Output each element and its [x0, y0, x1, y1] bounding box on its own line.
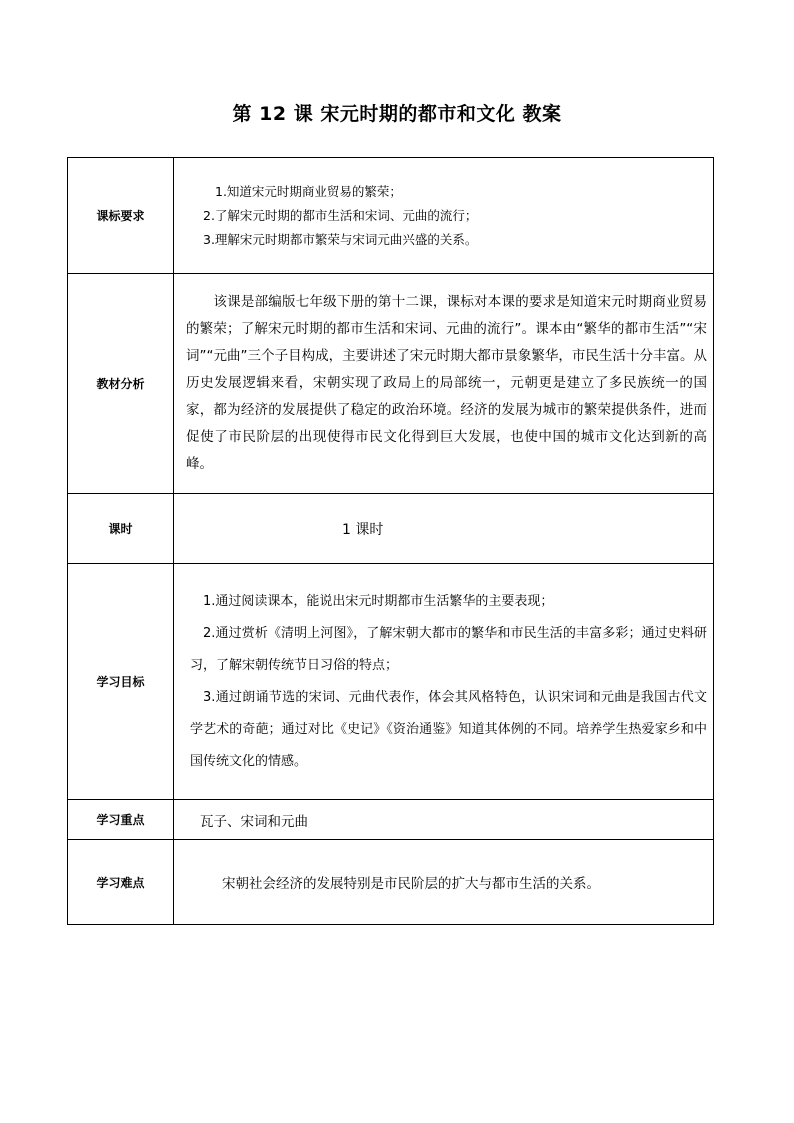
objectives-list: [174, 586, 713, 778]
difficulties-value: 宋朝社会经济的发展特别是市民阶层的扩大与都市生活的关系。: [222, 876, 600, 892]
table-row: [68, 158, 714, 274]
table-row: [68, 840, 714, 925]
list-item: 2.了解宋元时期的都市生活和宋词、元曲的流行；: [203, 207, 478, 223]
row-label-requirements: 课标要求: [68, 158, 174, 274]
list-item: 1.通过阅读课本，能说出宋元时期都市生活繁华的主要表现；: [203, 593, 554, 609]
row-label-key-points: 学习重点: [68, 800, 174, 840]
lesson-plan-table: [67, 157, 714, 925]
row-value-analysis: [174, 274, 714, 494]
table-row: [68, 800, 714, 840]
row-label-analysis: 教材分析: [68, 274, 174, 494]
key-points-value: 瓦子、宋词和元曲: [200, 813, 308, 830]
row-value-requirements: [174, 158, 714, 274]
list-item: 1.知道宋元时期商业贸易的繁荣；: [215, 183, 402, 199]
table-row: [68, 274, 714, 494]
row-value-hours: [174, 494, 714, 564]
list-item: 3.理解宋元时期都市繁荣与宋词元曲兴盛的关系。: [203, 231, 478, 247]
row-value-difficulties: [174, 840, 714, 925]
requirements-list: [174, 180, 713, 252]
row-value-objectives: [174, 564, 714, 800]
row-label-hours: 课时: [68, 494, 174, 564]
row-label-objectives: 学习目标: [68, 564, 174, 800]
table-row: [68, 494, 714, 564]
page-title: 第 12 课 宋元时期的都市和文化 教案: [232, 103, 562, 125]
list-item: 2.通过赏析《清明上河图》，了解宋朝大都市的繁华和市民生活的丰富多彩；通过史料研习，了解宋朝传统节日习俗的特点；: [190, 625, 707, 673]
hours-value: 1 课时: [342, 521, 384, 538]
analysis-paragraph: 该课是部编版七年级下册的第十二课，课标对本课的要求是知道宋元时期商业贸易的繁荣；了解宋元时期的都市生活和宋词、元曲的流行”。课本由“繁华的都市生活”“宋词”“元曲”三个子目构成，主要讲述了宋元时期大都市景象繁华，市民生活十分丰富。从历史发展逻辑来看，宋朝实现了政局上的局部统一，元朝更是建立了多民族统一的国家，都为经济的发展提供了稳定的政治环境。经济的发展为城市的繁荣提供条件，进而促使了市民阶层的出现使得市民文化得到巨大发展，也使中国的城市文化达到新的高峰。: [186, 294, 707, 472]
row-label-difficulties: 学习难点: [68, 840, 174, 925]
list-item: 3.通过朗诵节选的宋词、元曲代表作，体会其风格特色，认识宋词和元曲是我国古代文学艺术的奇葩；通过对比《史记》《资治通鉴》知道其体例的不同。培养学生热爱家乡和中国传统文化的情感。: [190, 689, 707, 769]
table-row: [68, 564, 714, 800]
row-value-key-points: [174, 800, 714, 840]
